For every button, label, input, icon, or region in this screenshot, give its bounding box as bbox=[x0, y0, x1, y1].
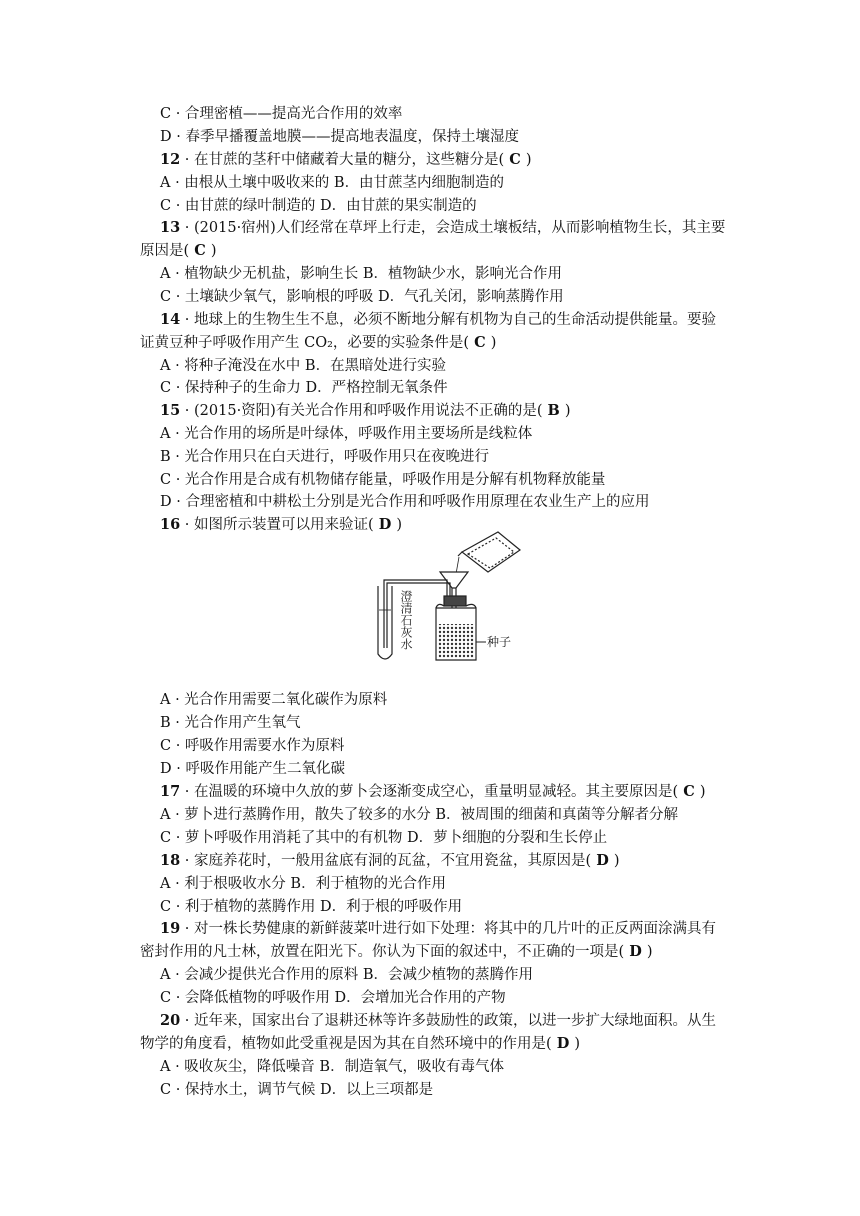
seed-label: 种子 bbox=[487, 635, 512, 649]
line-text: A · 吸收灰尘，降低噪音 B．制造氧气，吸收有毒气体 bbox=[160, 1059, 505, 1075]
question-line bbox=[160, 919, 716, 939]
closing-paren: ) bbox=[646, 944, 653, 960]
question-number: 17 bbox=[160, 783, 181, 800]
text-line bbox=[140, 333, 496, 353]
text-line bbox=[160, 173, 504, 193]
question-number: 18 bbox=[160, 852, 181, 869]
line-text: · 地球上的生物生生不息，必须不断地分解有机物为自己的生命活动提供能量。要验 bbox=[180, 312, 717, 328]
line-text: A · 光合作用需要二氧化碳作为原料 bbox=[160, 692, 388, 708]
line-text: · 对一株长势健康的新鲜菠菜叶进行如下处理：将其中的几片叶的正反两面涂满具有 bbox=[180, 921, 717, 937]
line-text: C · 保持水土，调节气候 D．以上三项都是 bbox=[160, 1082, 434, 1098]
pouring-beaker bbox=[458, 532, 520, 572]
text-line bbox=[160, 424, 532, 444]
question-line bbox=[160, 1011, 716, 1031]
closing-paren: ) bbox=[574, 1036, 580, 1052]
text-line bbox=[160, 356, 446, 376]
text-line bbox=[160, 378, 448, 398]
answer-letter: D bbox=[624, 943, 647, 960]
question-line bbox=[160, 401, 571, 421]
question-line bbox=[160, 851, 620, 871]
answer-letter: D bbox=[373, 516, 397, 533]
text-line bbox=[160, 1080, 433, 1100]
text-line bbox=[160, 690, 387, 710]
line-text: B · 光合作用只在白天进行，呼吸作用只在夜晚进行 bbox=[160, 449, 489, 465]
text-line bbox=[140, 1034, 580, 1054]
text-line bbox=[160, 492, 649, 512]
text-line bbox=[160, 196, 477, 216]
answer-letter: B bbox=[542, 402, 565, 419]
line-text: D · 春季早播覆盖地膜——提高地表温度，保持土壤湿度 bbox=[160, 129, 519, 145]
line-text: · 家庭养花时，一般用盆底有洞的瓦盆，不宜用瓷盆，其原因是( bbox=[180, 853, 592, 869]
question-line bbox=[160, 310, 716, 330]
question-line bbox=[160, 218, 725, 238]
answer-letter: D bbox=[591, 852, 614, 869]
seeds bbox=[438, 624, 474, 658]
answer-letter: D bbox=[551, 1035, 575, 1052]
text-line bbox=[140, 942, 653, 962]
line-text: · (2015·宿州)人们经常在草坪上行走，会造成土壤板结，从而影响植物生长，其主要 bbox=[180, 220, 726, 236]
question-number: 13 bbox=[160, 219, 181, 236]
line-text: C · 会降低植物的呼吸作用 D．会增加光合作用的产物 bbox=[160, 990, 506, 1006]
line-text: C · 合理密植——提高光合作用的效率 bbox=[160, 106, 403, 122]
question-line bbox=[160, 515, 402, 535]
answer-letter: C bbox=[469, 334, 491, 351]
text-line bbox=[160, 805, 678, 825]
closing-paren: ) bbox=[396, 517, 403, 533]
closing-paren: ) bbox=[699, 784, 706, 800]
line-text: A · 光合作用的场所是叶绿体，呼吸作用主要场所是线粒体 bbox=[160, 426, 533, 442]
line-text: C · 土壤缺少氧气，影响根的呼吸 D．气孔关闭，影响蒸腾作用 bbox=[160, 289, 564, 305]
test-tube bbox=[378, 586, 392, 659]
line-text: · 在温暖的环境中久放的萝卜会逐渐变成空心，重量明显减轻。其主要原因是( bbox=[180, 784, 679, 800]
line-text: D · 合理密植和中耕松土分别是光合作用和呼吸作用原理在农业生产上的应用 bbox=[160, 494, 650, 510]
text-line bbox=[160, 713, 300, 733]
text-line bbox=[160, 264, 562, 284]
text-line bbox=[160, 897, 462, 917]
line-text: 物学的角度看，植物如此受重视是因为其在自然环境中的作用是( bbox=[140, 1036, 552, 1052]
line-text: · 如图所示装置可以用来验证( bbox=[180, 517, 374, 533]
line-text: · 在甘蔗的茎秆中储藏着大量的糖分，这些糖分是( bbox=[180, 152, 505, 168]
line-text: C · 光合作用是合成有机物储存能量，呼吸作用是分解有机物释放能量 bbox=[160, 472, 606, 488]
text-line bbox=[160, 874, 446, 894]
question-line bbox=[160, 782, 705, 802]
line-text: · 近年来，国家出台了退耕还林等许多鼓励性的政策，以进一步扩大绿地面积。从生 bbox=[180, 1013, 717, 1029]
line-text: 密封作用的凡士林，放置在阳光下。你认为下面的叙述中，不正确的一项是( bbox=[140, 944, 625, 960]
closing-paren: ) bbox=[613, 853, 620, 869]
question-number: 12 bbox=[160, 151, 181, 168]
closing-paren: ) bbox=[564, 403, 571, 419]
question-number: 20 bbox=[160, 1012, 181, 1029]
text-line bbox=[160, 104, 402, 124]
line-text: C · 呼吸作用需要水作为原料 bbox=[160, 738, 345, 754]
experiment-apparatus-figure bbox=[370, 530, 530, 670]
answer-letter: C bbox=[504, 151, 526, 168]
line-text: D · 呼吸作用能产生二氧化碳 bbox=[160, 761, 345, 777]
text-line bbox=[160, 1057, 504, 1077]
question-line bbox=[160, 150, 531, 170]
text-line bbox=[160, 470, 605, 490]
question-number: 16 bbox=[160, 516, 181, 533]
line-text: A · 会减少提供光合作用的原料 B．会减少植物的蒸腾作用 bbox=[160, 967, 534, 983]
closing-paren: ) bbox=[525, 152, 532, 168]
question-number: 14 bbox=[160, 311, 181, 328]
line-text: A · 将种子淹没在水中 B．在黑暗处进行实验 bbox=[160, 358, 447, 374]
text-line bbox=[160, 287, 564, 307]
text-line bbox=[160, 988, 506, 1008]
question-number: 19 bbox=[160, 920, 181, 937]
line-text: A · 由根从土壤中吸收来的 B．由甘蔗茎内细胞制造的 bbox=[160, 175, 505, 191]
text-line bbox=[160, 127, 519, 147]
text-line bbox=[160, 447, 489, 467]
line-text: C · 利于植物的蒸腾作用 D．利于根的呼吸作用 bbox=[160, 899, 463, 915]
line-text: C · 萝卜呼吸作用消耗了其中的有机物 D．萝卜细胞的分裂和生长停止 bbox=[160, 830, 608, 846]
text-line bbox=[140, 241, 216, 261]
limewater-label: 澄清石灰水 bbox=[399, 590, 413, 650]
line-text: · (2015·资阳)有关光合作用和呼吸作用说法不正确的是( bbox=[180, 403, 543, 419]
closing-paren: ) bbox=[210, 243, 217, 259]
answer-letter: C bbox=[189, 242, 211, 259]
closing-paren: ) bbox=[490, 335, 497, 351]
line-text: C · 由甘蔗的绿叶制造的 D．由甘蔗的果实制造的 bbox=[160, 198, 477, 214]
answer-letter: C bbox=[678, 783, 700, 800]
text-line bbox=[160, 759, 345, 779]
line-text: A · 利于根吸收水分 B．利于植物的光合作用 bbox=[160, 876, 447, 892]
line-text: 证黄豆种子呼吸作用产生 CO₂，必要的实验条件是( bbox=[140, 335, 470, 351]
line-text: 原因是( bbox=[140, 243, 190, 259]
line-text: A · 植物缺少无机盐，影响生长 B．植物缺少水，影响光合作用 bbox=[160, 266, 563, 282]
line-text: C · 保持种子的生命力 D．严格控制无氧条件 bbox=[160, 380, 448, 396]
text-line bbox=[160, 965, 533, 985]
line-text: B · 光合作用产生氧气 bbox=[160, 715, 301, 731]
text-line bbox=[160, 828, 607, 848]
line-text: A · 萝卜进行蒸腾作用，散失了较多的水分 B．被周围的细菌和真菌等分解者分解 bbox=[160, 807, 679, 823]
text-line bbox=[160, 736, 344, 756]
question-number: 15 bbox=[160, 402, 181, 419]
